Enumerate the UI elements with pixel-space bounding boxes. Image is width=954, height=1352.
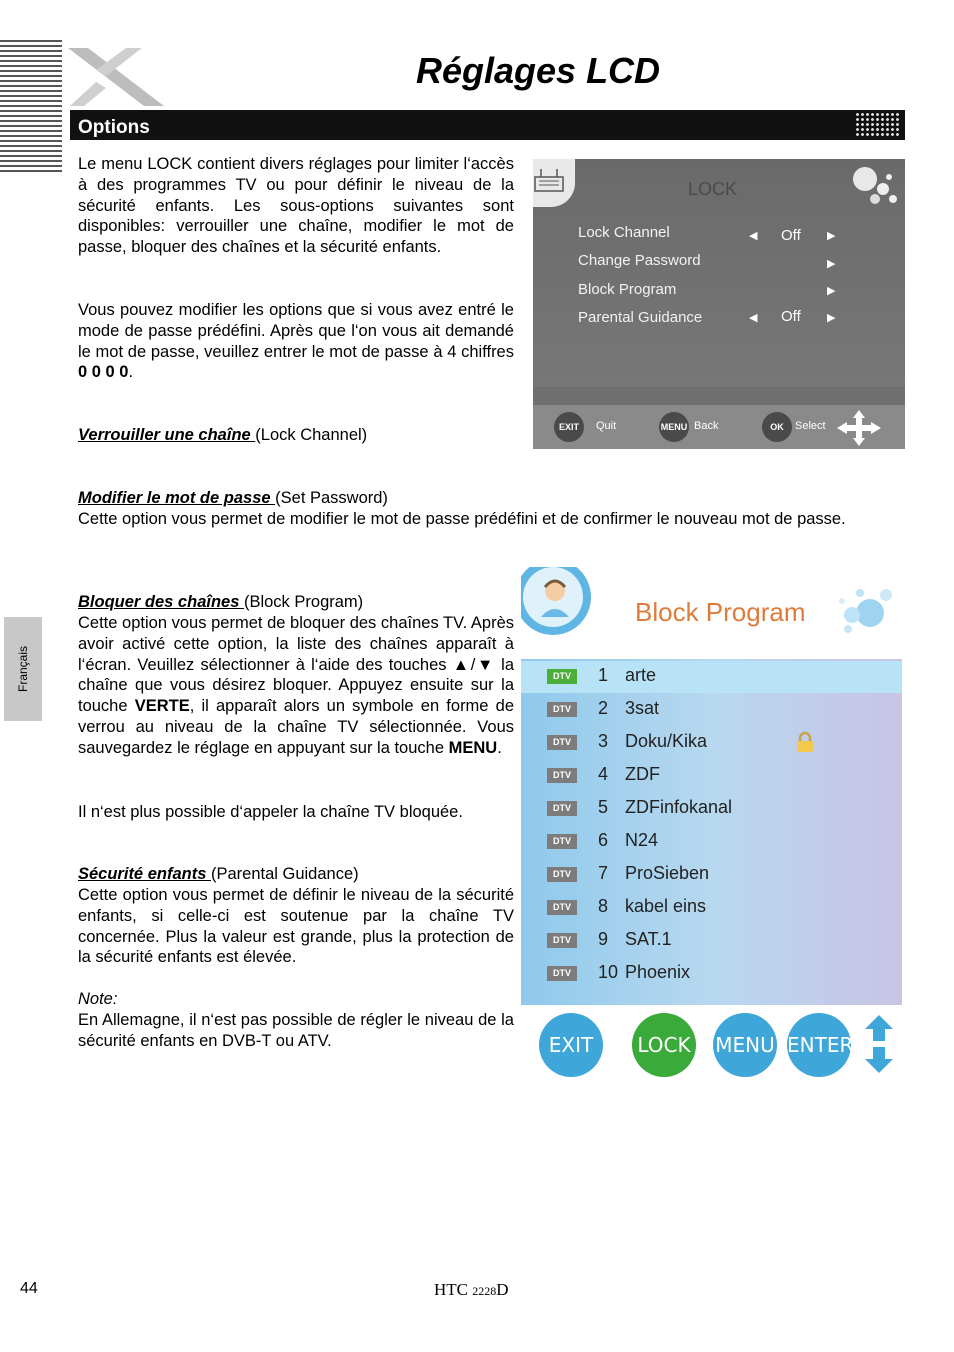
channel-row[interactable] <box>521 694 902 726</box>
channel-name: kabel eins <box>625 896 707 916</box>
channel-number: 3 <box>598 731 609 751</box>
lock-row-block-program[interactable]: Block Program <box>578 281 677 298</box>
lock-channel-heading <box>78 426 367 445</box>
block-text-2: , il apparaît alors un symbole en forme de verrou au niveau de la chaîne TV sélectionnée. Vous sauvegardez le réglage en appuyant sur la touche <box>78 697 515 757</box>
menu-button[interactable]: MENU <box>659 412 689 442</box>
brand-x-logo <box>66 44 166 108</box>
exit-button[interactable]: EXIT <box>554 412 584 442</box>
channel-number: 4 <box>598 764 609 784</box>
enter-button[interactable]: ENTER <box>787 1013 851 1077</box>
lock-row-parental-guidance[interactable]: Parental Guidance <box>578 309 703 326</box>
channel-number: 2 <box>598 698 609 718</box>
block-heading <box>78 593 363 612</box>
channel-row[interactable] <box>521 793 902 825</box>
right-arrow-icon[interactable]: ▶ <box>827 312 836 324</box>
password-code: 0 0 0 0 <box>78 363 129 382</box>
channel-number: 6 <box>598 830 609 850</box>
decorative-stripes <box>0 40 62 172</box>
block-paragraph <box>78 613 514 759</box>
language-tab <box>4 617 42 721</box>
block-key-menu: MENU <box>448 738 498 757</box>
lock-menu-title: LOCK <box>688 179 738 199</box>
block-text-3: . <box>497 738 502 757</box>
channel-row[interactable] <box>521 859 902 891</box>
right-arrow-icon[interactable]: ▶ <box>827 285 836 297</box>
password-text: Vous pouvez modifier les options que si vous avez entré le mode de passe prédéfini. Après que l‘on vous ait demandé le mot de passe, veuillez entrer le mot de passe à 4 chiffres <box>78 301 514 361</box>
dtv-tag: DTV <box>547 801 577 816</box>
right-arrow-icon[interactable]: ▶ <box>827 230 836 242</box>
dot-pattern <box>855 112 901 138</box>
channel-name: ZDF <box>625 764 660 784</box>
block-key-green: VERTE <box>134 697 190 716</box>
channel-number: 9 <box>598 929 609 949</box>
section-title: Options <box>78 117 150 138</box>
set-password-heading <box>78 489 388 508</box>
channel-name: arte <box>625 665 657 685</box>
set-password-title: Modifier le mot de passe <box>78 489 276 507</box>
note-label: Note: <box>78 990 118 1008</box>
section-bar <box>70 110 905 140</box>
model-name <box>434 1280 509 1300</box>
channel-row[interactable] <box>521 925 902 957</box>
set-password-paragraph: Cette option vous permet de modifier le mot de passe prédéfini et de confirmer le nouveau mot de passe. <box>78 510 846 528</box>
parental-paragraph: Cette option vous permet de définir le niveau de la sécurité enfants, si celle-ci est soutenue par la chaîne TV concernée. Plus la valeur est grande, plus la protection de la sécurité enfants est élevée. <box>78 886 514 967</box>
menu-button[interactable]: MENU <box>713 1013 777 1077</box>
block-note: Il n‘est plus possible d‘appeler la chaîne TV bloquée. <box>78 803 463 821</box>
page-title: Réglages LCD <box>416 50 661 91</box>
channel-number: 10 <box>598 962 619 982</box>
lock-row-change-password[interactable]: Change Password <box>578 252 701 269</box>
block-text-1: Cette option vous permet de bloquer des chaînes TV. Après avoir activé cette option, la liste des chaînes apparaît à l‘écran. Veuillez sélectionner à l‘aide des touches ▲/▼ la chaîne que vous désirez bloquer. Appuyez ensuite sur la touche <box>78 614 514 716</box>
block-program-title: Block Program <box>635 597 806 627</box>
parental-sub: (Parental Guidance) <box>210 865 359 883</box>
dtv-tag: DTV <box>547 669 577 684</box>
lock-button[interactable]: LOCK <box>632 1013 696 1077</box>
lock-channel-value: Off <box>781 227 801 244</box>
channel-number: 5 <box>598 797 609 817</box>
lock-channel-sub: (Lock Channel) <box>255 426 368 444</box>
dtv-tag: DTV <box>547 735 577 750</box>
right-arrow-icon[interactable]: ▶ <box>827 258 836 270</box>
lock-menu-footer <box>533 405 905 449</box>
channel-number: 7 <box>598 863 609 883</box>
parental-title: Sécurité enfants <box>78 865 211 883</box>
child-icon <box>521 567 599 639</box>
navigation-arrows-icon <box>835 409 883 447</box>
channel-row[interactable] <box>521 727 902 759</box>
parental-guidance-value: Off <box>781 308 801 325</box>
exit-label: Quit <box>596 420 617 432</box>
dtv-tag: DTV <box>547 933 577 948</box>
lock-channel-title: Verrouiller une chaîne <box>78 426 256 444</box>
model-suffix: D <box>496 1280 509 1299</box>
bubbles-icon <box>828 573 898 637</box>
left-arrow-icon[interactable]: ◀ <box>749 312 758 324</box>
ok-label: Select <box>795 420 826 432</box>
dtv-tag: DTV <box>547 768 577 783</box>
channel-name: 3sat <box>625 698 660 718</box>
channel-row[interactable] <box>521 661 902 693</box>
channel-number: 1 <box>598 665 609 685</box>
language-label: Français <box>16 645 30 693</box>
channel-row[interactable] <box>521 826 902 858</box>
channel-name: Phoenix <box>625 962 691 982</box>
padlock-icon <box>794 731 816 753</box>
dtv-tag: DTV <box>547 834 577 849</box>
password-paragraph: Vous pouvez modifier les options que si vous avez entré le mode de passe prédéfini. Après que l‘on vous ait demandé le mot de passe, veuillez entrer le mot de passe à 4 chiffres 0 0 0 0. <box>78 301 514 382</box>
channel-name: SAT.1 <box>625 929 672 949</box>
dtv-tag: DTV <box>547 900 577 915</box>
channel-name: ProSieben <box>625 863 710 883</box>
channel-name: ZDFinfokanal <box>625 797 733 817</box>
menu-label: Back <box>694 420 719 432</box>
channel-row[interactable] <box>521 760 902 792</box>
model-number: 2228 <box>472 1284 497 1298</box>
router-icon <box>533 159 575 207</box>
bubbles-icon <box>843 161 903 211</box>
set-password-sub: (Set Password) <box>275 489 388 507</box>
block-title: Bloquer des chaînes <box>78 593 244 611</box>
left-arrow-icon[interactable]: ◀ <box>749 230 758 242</box>
channel-name: N24 <box>625 830 659 850</box>
parental-heading <box>78 865 359 884</box>
ok-button[interactable]: OK <box>762 412 792 442</box>
dtv-tag: DTV <box>547 966 577 981</box>
page-number: 44 <box>20 1280 38 1297</box>
note-paragraph: En Allemagne, il n‘est pas possible de régler le niveau de la sécurité enfants en DVB-T ou ATV. <box>78 1011 514 1050</box>
dtv-tag: DTV <box>547 702 577 717</box>
up-down-arrows-icon[interactable] <box>863 1013 895 1075</box>
channel-row[interactable] <box>521 892 902 924</box>
lock-row-lock-channel[interactable]: Lock Channel <box>578 224 670 241</box>
exit-button[interactable]: EXIT <box>539 1013 603 1077</box>
channel-name: Doku/Kika <box>625 731 708 751</box>
block-sub: (Block Program) <box>243 593 364 611</box>
channel-number: 8 <box>598 896 609 916</box>
channel-row[interactable] <box>521 958 902 990</box>
intro-paragraph: Le menu LOCK contient divers réglages pour limiter l‘accès à des programmes TV ou pour définir le niveau de la sécurité enfants. Les sous-options suivantes sont disponibles: verrouiller une chaîne, modifier le mot de passe, bloquer des chaînes et la sécurité enfants. <box>78 155 514 257</box>
dtv-tag: DTV <box>547 867 577 882</box>
model-prefix: HTC <box>434 1280 473 1299</box>
block-program-screenshot <box>521 567 902 1079</box>
lock-menu-screenshot <box>533 159 905 449</box>
block-program-footer <box>521 1005 902 1079</box>
